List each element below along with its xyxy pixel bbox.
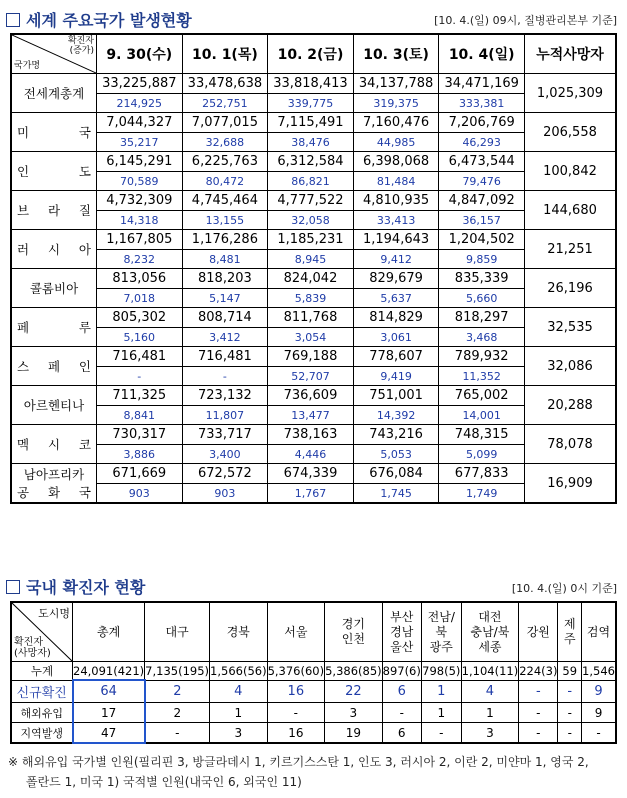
increase-cell: 13,477 <box>268 406 354 425</box>
country-name <box>11 464 97 504</box>
increase-cell: 319,375 <box>353 94 439 113</box>
region-header: 총계 <box>73 602 145 662</box>
footnote <box>8 752 589 792</box>
country-name-line: 페 루 <box>17 320 91 335</box>
country-row <box>11 269 616 289</box>
country-name-line: 미 국 <box>17 125 91 140</box>
increase-cell: 46,293 <box>439 133 525 152</box>
country-name <box>11 269 97 308</box>
region-value-cell: 17 <box>73 703 145 723</box>
cumulative-deaths-cell: 16,909 <box>525 464 617 504</box>
confirmed-cell: 711,325 <box>97 386 183 406</box>
increase-cell: 38,476 <box>268 133 354 152</box>
country-name <box>11 425 97 464</box>
cumulative-deaths-cell: 32,086 <box>525 347 617 386</box>
region-value-cell: 19 <box>325 723 383 744</box>
cumulative-row <box>11 662 616 681</box>
row-label: 누계 <box>11 662 73 681</box>
region-header: 경북 <box>210 602 268 662</box>
increase-cell: 3,412 <box>182 328 268 347</box>
increase-cell: 5,099 <box>439 445 525 464</box>
increase-cell: 32,688 <box>182 133 268 152</box>
footnote-mark: ※ <box>8 755 19 769</box>
region-value-cell: 16 <box>267 723 325 744</box>
region-value-cell: 47 <box>73 723 145 744</box>
confirmed-cell: 6,312,584 <box>268 152 354 172</box>
confirmed-cell: 723,132 <box>182 386 268 406</box>
region-value-cell: 3 <box>461 723 519 744</box>
imported-row <box>11 703 616 723</box>
confirmed-cell: 34,471,169 <box>439 74 525 94</box>
increase-cell: 36,157 <box>439 211 525 230</box>
region-value-cell: 4 <box>461 680 519 703</box>
increase-cell: 80,472 <box>182 172 268 191</box>
corner-confirmed-deaths-label: 확진자 (사망자) <box>14 637 51 659</box>
increase-cell: 3,054 <box>268 328 354 347</box>
increase-cell: 903 <box>182 484 268 504</box>
domestic-status-table <box>10 601 617 744</box>
cumulative-deaths-cell: 144,680 <box>525 191 617 230</box>
increase-cell: 9,859 <box>439 250 525 269</box>
region-value-cell: 224(3) <box>519 662 558 681</box>
world-header-row <box>11 34 616 74</box>
region-header: 서울 <box>267 602 325 662</box>
domestic-section-title <box>6 575 145 598</box>
increase-cell: 32,058 <box>268 211 354 230</box>
increase-cell: 14,001 <box>439 406 525 425</box>
increase-cell: 333,381 <box>439 94 525 113</box>
confirmed-cell: 4,777,522 <box>268 191 354 211</box>
confirmed-cell: 672,572 <box>182 464 268 484</box>
country-name-line: 인 도 <box>17 164 91 179</box>
country-row <box>11 152 616 172</box>
increase-cell: 1,749 <box>439 484 525 504</box>
confirmed-cell: 814,829 <box>353 308 439 328</box>
increase-cell: - <box>182 367 268 386</box>
country-name-line: 전세계총계 <box>23 86 85 101</box>
region-value-cell: 7,135(195) <box>145 662 210 681</box>
region-header: 전남/북 광주 <box>421 602 461 662</box>
increase-cell: 1,745 <box>353 484 439 504</box>
row-label: 신규확진 <box>11 680 73 703</box>
world-basis-note: [10. 4.(일) 09시, 질병관리본부 기준] <box>434 14 617 27</box>
increase-cell: 5,660 <box>439 289 525 308</box>
corner-confirmed-label: 확진자 (증가) <box>67 36 94 56</box>
increase-cell: 252,751 <box>182 94 268 113</box>
region-value-cell: 3 <box>325 703 383 723</box>
date-header-2: 10. 2(금) <box>268 34 354 74</box>
country-name-line: 남아프리카 <box>23 467 85 482</box>
increase-cell: 44,985 <box>353 133 439 152</box>
increase-cell: 70,589 <box>97 172 183 191</box>
confirmed-cell: 751,001 <box>353 386 439 406</box>
country-row <box>11 425 616 445</box>
confirmed-cell: 733,717 <box>182 425 268 445</box>
confirmed-cell: 835,339 <box>439 269 525 289</box>
region-value-cell: 9 <box>582 703 616 723</box>
increase-cell: 3,468 <box>439 328 525 347</box>
domestic-title-text: 국내 확진자 현황 <box>26 578 146 597</box>
cumulative-deaths-cell: 21,251 <box>525 230 617 269</box>
date-header-0: 9. 30(수) <box>97 34 183 74</box>
confirmed-cell: 7,160,476 <box>353 113 439 133</box>
increase-cell: 339,775 <box>268 94 354 113</box>
confirmed-cell: 736,609 <box>268 386 354 406</box>
increase-cell: 5,160 <box>97 328 183 347</box>
checkbox-square-icon <box>6 13 20 27</box>
confirmed-cell: 789,932 <box>439 347 525 367</box>
country-row <box>11 191 616 211</box>
confirmed-cell: 769,188 <box>268 347 354 367</box>
confirmed-cell: 677,833 <box>439 464 525 484</box>
confirmed-cell: 811,768 <box>268 308 354 328</box>
confirmed-cell: 808,714 <box>182 308 268 328</box>
increase-cell: 79,476 <box>439 172 525 191</box>
confirmed-cell: 6,225,763 <box>182 152 268 172</box>
country-row <box>11 464 616 484</box>
confirmed-cell: 813,056 <box>97 269 183 289</box>
confirmed-cell: 6,398,068 <box>353 152 439 172</box>
checkbox-square-icon <box>6 580 20 594</box>
region-value-cell: - <box>267 703 325 723</box>
cumulative-deaths-cell: 20,288 <box>525 386 617 425</box>
region-value-cell: 5,376(60) <box>267 662 325 681</box>
cumulative-deaths-cell: 32,535 <box>525 308 617 347</box>
country-name <box>11 113 97 152</box>
row-label: 지역발생 <box>11 723 73 744</box>
country-name-line: 콜롬비아 <box>29 281 79 296</box>
cumulative-deaths-header: 누적사망자 <box>525 34 617 74</box>
confirmed-cell: 824,042 <box>268 269 354 289</box>
increase-cell: 81,484 <box>353 172 439 191</box>
country-row <box>11 74 616 94</box>
region-value-cell: 2 <box>145 703 210 723</box>
country-row <box>11 347 616 367</box>
confirmed-cell: 1,204,502 <box>439 230 525 250</box>
region-header: 경기 인천 <box>325 602 383 662</box>
increase-cell: 11,807 <box>182 406 268 425</box>
confirmed-cell: 676,084 <box>353 464 439 484</box>
country-name <box>11 230 97 269</box>
confirmed-cell: 1,167,805 <box>97 230 183 250</box>
country-name-line: 공 화 국 <box>17 485 91 500</box>
confirmed-cell: 4,732,309 <box>97 191 183 211</box>
confirmed-cell: 1,185,231 <box>268 230 354 250</box>
confirmed-cell: 738,163 <box>268 425 354 445</box>
region-value-cell: 2 <box>145 680 210 703</box>
region-header: 강원 <box>519 602 558 662</box>
increase-cell: 5,147 <box>182 289 268 308</box>
region-value-cell: - <box>382 703 421 723</box>
region-value-cell: - <box>519 680 558 703</box>
region-value-cell: 24,091(421) <box>73 662 145 681</box>
world-section-title <box>6 8 192 31</box>
confirmed-cell: 4,810,935 <box>353 191 439 211</box>
country-name <box>11 74 97 113</box>
confirmed-cell: 4,745,464 <box>182 191 268 211</box>
increase-cell: 11,352 <box>439 367 525 386</box>
region-value-cell: - <box>582 723 616 744</box>
confirmed-cell: 7,077,015 <box>182 113 268 133</box>
confirmed-cell: 674,339 <box>268 464 354 484</box>
confirmed-cell: 33,818,413 <box>268 74 354 94</box>
confirmed-cell: 778,607 <box>353 347 439 367</box>
increase-cell: 35,217 <box>97 133 183 152</box>
country-name <box>11 191 97 230</box>
confirmed-cell: 33,225,887 <box>97 74 183 94</box>
increase-cell: 3,400 <box>182 445 268 464</box>
region-value-cell: - <box>558 680 582 703</box>
corner-country-label: 국가명 <box>14 61 41 71</box>
region-value-cell: 3 <box>210 723 268 744</box>
region-value-cell: 897(6) <box>382 662 421 681</box>
region-value-cell: - <box>519 723 558 744</box>
increase-cell: 1,767 <box>268 484 354 504</box>
country-name <box>11 308 97 347</box>
cumulative-deaths-cell: 78,078 <box>525 425 617 464</box>
increase-cell: 4,446 <box>268 445 354 464</box>
region-header: 제주 <box>558 602 582 662</box>
increase-cell: 52,707 <box>268 367 354 386</box>
row-label: 해외유입 <box>11 703 73 723</box>
country-name-line: 멕 시 코 <box>17 437 91 452</box>
confirmed-cell: 730,317 <box>97 425 183 445</box>
increase-cell: 9,412 <box>353 250 439 269</box>
region-value-cell: 4 <box>210 680 268 703</box>
confirmed-cell: 748,315 <box>439 425 525 445</box>
region-header: 대전 충남/북 세종 <box>461 602 519 662</box>
region-value-cell: 798(5) <box>421 662 461 681</box>
region-value-cell: 16 <box>267 680 325 703</box>
domestic-header-row <box>11 602 616 662</box>
country-row <box>11 230 616 250</box>
confirmed-cell: 1,176,286 <box>182 230 268 250</box>
region-value-cell: 1 <box>421 703 461 723</box>
domestic-basis-note: [10. 4.(일) 0시 기준] <box>511 582 617 595</box>
confirmed-cell: 716,481 <box>97 347 183 367</box>
confirmed-cell: 7,115,491 <box>268 113 354 133</box>
increase-cell: 5,053 <box>353 445 439 464</box>
domestic-corner-cell <box>11 602 73 662</box>
country-row <box>11 113 616 133</box>
region-header: 검역 <box>582 602 616 662</box>
confirmed-cell: 7,206,769 <box>439 113 525 133</box>
confirmed-cell: 34,137,788 <box>353 74 439 94</box>
confirmed-cell: 6,145,291 <box>97 152 183 172</box>
region-value-cell: 1,566(56) <box>210 662 268 681</box>
increase-cell: 86,821 <box>268 172 354 191</box>
footnote-line-2: 폴란드 1, 미국 1) 국적별 인원(내국인 6, 외국인 11) <box>26 775 302 789</box>
cumulative-deaths-cell: 100,842 <box>525 152 617 191</box>
date-header-1: 10. 1(목) <box>182 34 268 74</box>
confirmed-cell: 1,194,643 <box>353 230 439 250</box>
region-value-cell: 1 <box>461 703 519 723</box>
cumulative-deaths-cell: 26,196 <box>525 269 617 308</box>
increase-cell: 9,419 <box>353 367 439 386</box>
increase-cell: 8,841 <box>97 406 183 425</box>
increase-cell: 3,886 <box>97 445 183 464</box>
region-value-cell: - <box>558 703 582 723</box>
increase-cell: 3,061 <box>353 328 439 347</box>
increase-cell: 14,318 <box>97 211 183 230</box>
footnote-line-1: 해외유입 국가별 인원(필리핀 3, 방글라데시 1, 키르기스스탄 1, 인도 3, 러시아 2, 이란 2, 미얀마 1, 영국 2, <box>21 755 589 769</box>
country-name <box>11 152 97 191</box>
confirmed-cell: 818,297 <box>439 308 525 328</box>
increase-cell: 8,945 <box>268 250 354 269</box>
region-value-cell: 1,546 <box>582 662 616 681</box>
increase-cell: 214,925 <box>97 94 183 113</box>
region-value-cell: 64 <box>73 680 145 703</box>
confirmed-cell: 716,481 <box>182 347 268 367</box>
corner-city-label: 도시명 <box>38 607 70 620</box>
region-value-cell: 1 <box>210 703 268 723</box>
confirmed-cell: 671,669 <box>97 464 183 484</box>
country-name <box>11 386 97 425</box>
increase-cell: 5,637 <box>353 289 439 308</box>
world-status-table <box>10 33 617 504</box>
region-value-cell: 1 <box>421 680 461 703</box>
increase-cell: 903 <box>97 484 183 504</box>
confirmed-cell: 4,847,092 <box>439 191 525 211</box>
country-row <box>11 308 616 328</box>
increase-cell: 14,392 <box>353 406 439 425</box>
region-value-cell: 5,386(85) <box>325 662 383 681</box>
confirmed-cell: 829,679 <box>353 269 439 289</box>
confirmed-cell: 818,203 <box>182 269 268 289</box>
region-value-cell: 9 <box>582 680 616 703</box>
cumulative-deaths-cell: 1,025,309 <box>525 74 617 113</box>
confirmed-cell: 6,473,544 <box>439 152 525 172</box>
new-cases-row <box>11 680 616 703</box>
country-row <box>11 386 616 406</box>
region-value-cell: 22 <box>325 680 383 703</box>
date-header-4: 10. 4(일) <box>439 34 525 74</box>
region-value-cell: 6 <box>382 680 421 703</box>
world-title-text: 세계 주요국가 발생현황 <box>26 11 192 30</box>
increase-cell: 8,232 <box>97 250 183 269</box>
date-header-3: 10. 3(토) <box>353 34 439 74</box>
country-name-line: 브 라 질 <box>17 203 91 218</box>
world-corner-cell <box>11 34 97 74</box>
increase-cell: 7,018 <box>97 289 183 308</box>
region-value-cell: - <box>421 723 461 744</box>
region-value-cell: - <box>519 703 558 723</box>
local-row <box>11 723 616 744</box>
region-header: 부산 경남 울산 <box>382 602 421 662</box>
region-value-cell: - <box>558 723 582 744</box>
country-name <box>11 347 97 386</box>
increase-cell: - <box>97 367 183 386</box>
confirmed-cell: 765,002 <box>439 386 525 406</box>
confirmed-cell: 805,302 <box>97 308 183 328</box>
increase-cell: 33,413 <box>353 211 439 230</box>
confirmed-cell: 33,478,638 <box>182 74 268 94</box>
country-name-line: 러 시 아 <box>17 242 91 257</box>
country-name-line: 스 페 인 <box>17 359 91 374</box>
region-header: 대구 <box>145 602 210 662</box>
country-name-line: 아르헨티나 <box>23 398 85 413</box>
increase-cell: 13,155 <box>182 211 268 230</box>
region-value-cell: 59 <box>558 662 582 681</box>
region-value-cell: - <box>145 723 210 744</box>
increase-cell: 8,481 <box>182 250 268 269</box>
region-value-cell: 6 <box>382 723 421 744</box>
increase-cell: 5,839 <box>268 289 354 308</box>
region-value-cell: 1,104(11) <box>461 662 519 681</box>
confirmed-cell: 7,044,327 <box>97 113 183 133</box>
cumulative-deaths-cell: 206,558 <box>525 113 617 152</box>
confirmed-cell: 743,216 <box>353 425 439 445</box>
